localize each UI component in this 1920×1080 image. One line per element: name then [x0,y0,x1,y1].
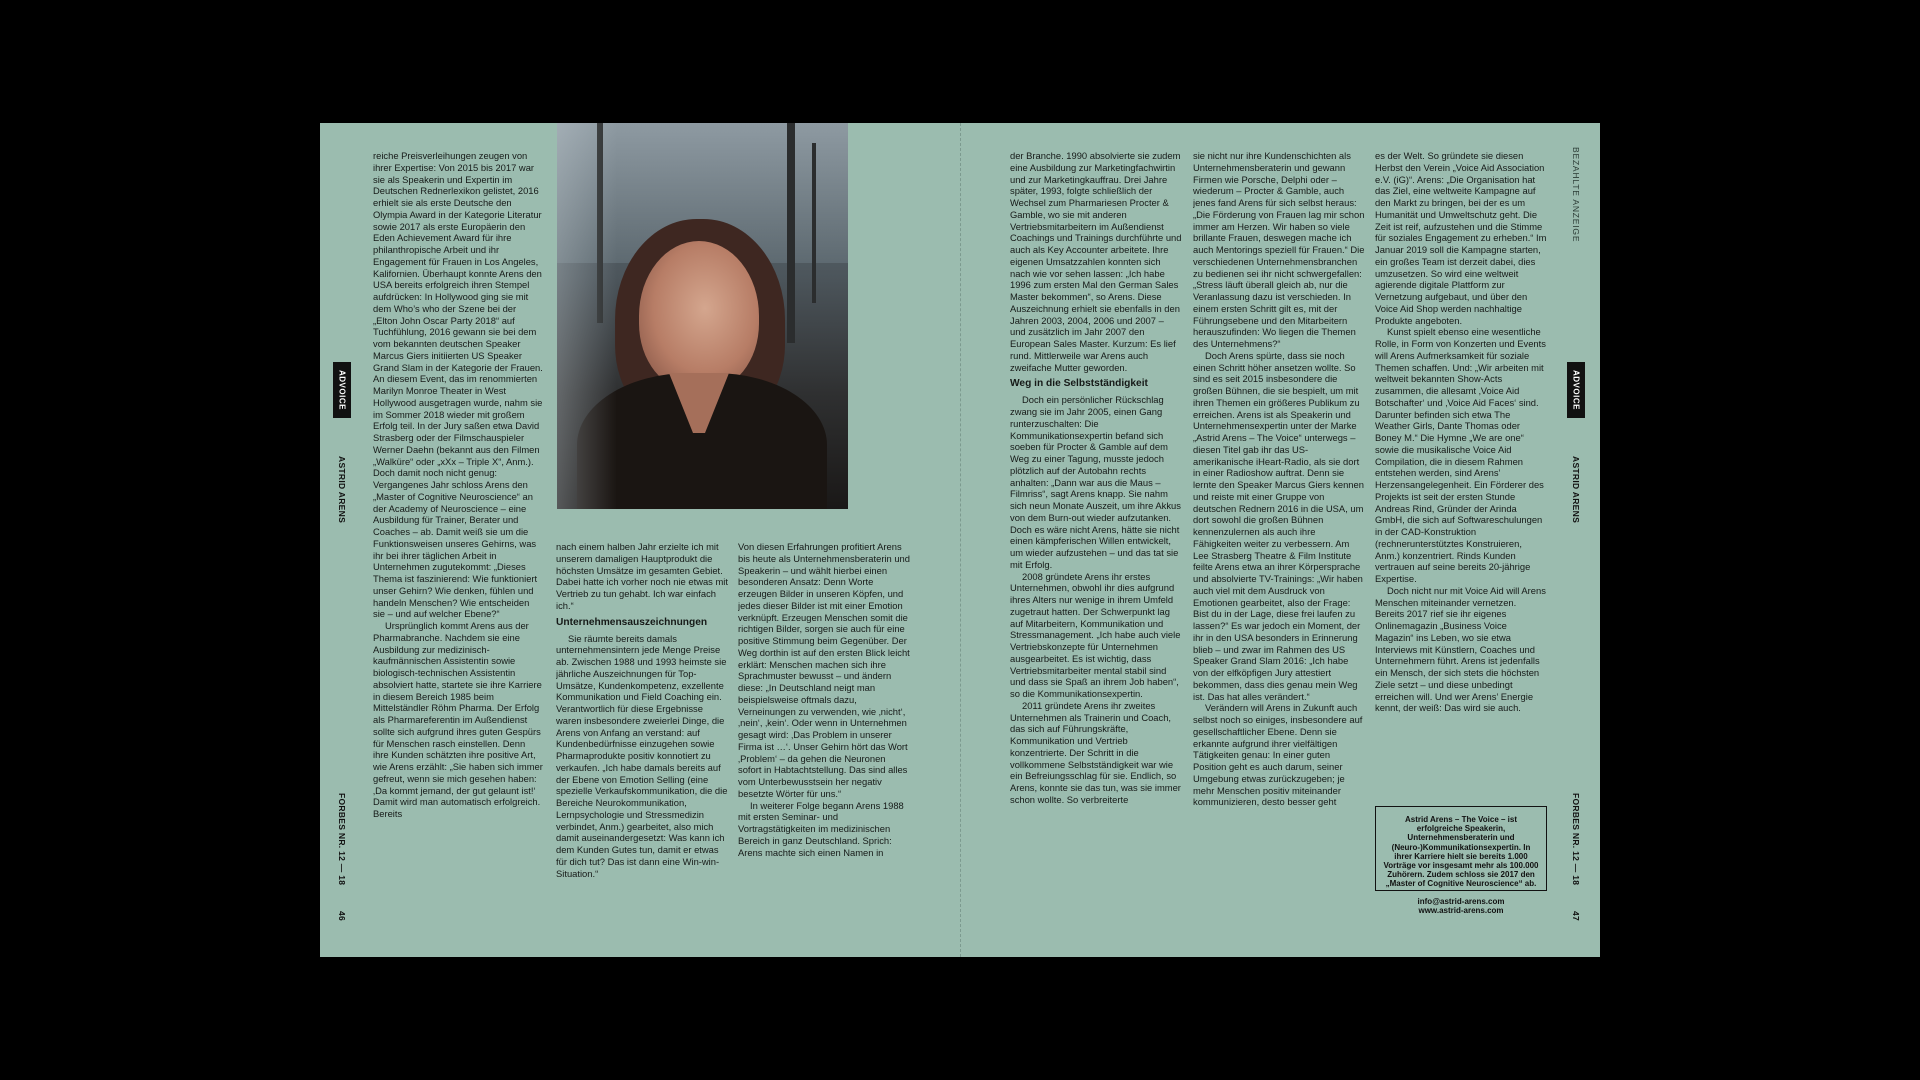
issue-label-left: FORBES NR. 12 — 18 [337,793,347,886]
advoice-badge-left: ADVOICE [333,362,351,418]
paid-ad-label: BEZAHLTE ANZEIGE [1571,147,1581,243]
paragraph: Doch Arens spürte, dass sie noch einen Schritt höher ansetzen wollte. So sind es seit 2015 insbesondere die großen Bühnen, die sie bespielt, um mit ihren Themen ein größeres Publikum zu erreichen. Arens ist als Speakerin und Unternehmensexpertin unter der Marke „Astrid Arens – The Voice“ unterwegs – diesen Titel gab ihr das US-amerikanische iHeart-Radio, als sie dort in einer Radioshow auftrat. Denn sie lernte den Speaker Marcus Giers kennen und reiste mit einer Gruppe von deutschen Rednern 2016 in die USA, um dort sowohl die großen Bühnen kennenzulernen als auch ihre Fähigkeiten weiter zu verbessern. Am Lee Strasberg Theatre & Film Institute feilte Arens etwa an ihrer Körpersprache und absolvierte TV-Trainings: „Wir haben auch viel mit dem Ausdruck von Emotionen gearbeitet, also der Frage: Bist du in der Lage, diese frei laufen zu lassen?“ Es war jedoch ein Moment, der ihr in den USA besonders in Erinnerung blieb – und zwar im Rahmen des US Speaker Grand Slam 2016: „Ich habe von der elfköpfigen Jury attestiert bekommen, dass dies genau mein Weg ist. Das hat alles verändert.“ [1193,349,1364,702]
running-name-right: ASTRID ARENS [1571,456,1581,524]
magazine-spread [320,123,1600,957]
photo-tree [812,143,816,303]
page-fold [960,123,961,957]
author-bio: Astrid Arens – The Voice – ist erfolgreiche Speakerin, Unternehmensberaterin und (Neuro-)Kommunikationsexpertin. In ihrer Karriere hielt sie bereits 1.000 Vorträge vor insgesamt mehr als 100.000 Zuhörern. Zudem schloss sie 2017 den „Master of Cognitive Neuroscience“ ab. [1383,815,1539,889]
paragraph: reiche Preisverleihungen zeugen von ihrer Expertise: Von 2015 bis 2017 war sie als Speakerin und Expertin im Deutschen Rednerlexikon gelistet, 2016 erhielt sie als erste Deutsche den Olympia Award in der Kategorie Literatur sowie 2017 als erste Europäerin den Eden Achievement Award für ihre philanthropische Arbeit und ihr Engagement für Frauen in Los Angeles, Kalifornien. Überhaupt konnte Arens den USA bereits erfolgreich ihren Stempel aufdrücken: In Hollywood ging sie mit dem Who’s who der Szene bei der „Elton John Oscar Party 2018“ auf Tuchfühlung, 2016 gewann sie bei dem vom bekannten deutschen Speaker Marcus Giers initiierten US Speaker Grand Slam in der Kategorie der Frauen. An diesem Event, das im renommierten Marilyn Monroe Theater in West Hollywood ausgetragen wurde, nahm sie im Sommer 2018 wieder mit großem Erfolg teil. In der Jury saßen etwa David Strasberg oder der Filmschauspieler Werner Daehn (bekannt aus den Filmen „Walküre“ oder „xXx – Triple X“, Anm.). Doch damit noch nicht genug: Vergangenes Jahr schloss Arens den „Master of Cognitive Neuroscience“ an der Academy of Neuroscience – eine Ausbildung für Trainer, Berater und Coaches – ab. Damit weiß sie um die Funktionsweisen unseres Gehirns, was ihr bei ihrer täglichen Arbeit in Unternehmen zugutekommt: „Dieses Thema ist faszinierend: Wie funktioniert unser Gehirn? Wie denken, fühlen und handeln Menschen? Wie entscheiden sie – und auf welcher Ebene?“ [373,150,543,620]
text-column-2 [556,541,728,925]
paragraph: Kunst spielt ebenso eine wesentliche Rolle, in Form von Konzerten und Events will Arens Aufmerksamkeit für soziale Themen schaffen. Und: „Wir arbeiten mit weltweit bekannten Show-Acts zusammen, die allesamt ‚Voice Aid Botschafter‘ und ‚Voice Aid Faces‘ sind. Darunter befinden sich etwa The Weather Girls, Dante Thomas oder Boney M.“ Die Hymne „We are one“ sowie die musikalische Voice Aid Compilation, die in diesem Rahmen entstehen werden, sind Arens’ Herzensangelegenheit. Ein Förderer des Projekts ist seit der ersten Stunde Andreas Rind, Gründer der Arinda GmbH, die sich auf Softwareschulungen in der CAD-Konstruktion (rechnerunterstütztes Konstruieren, Anm.) konzentriert. Rinds Kunden vertrauen auf seine bereits 20-jährige Expertise. [1375,326,1546,584]
text-column-3 [738,541,910,925]
author-info-box [1375,806,1547,915]
paragraph: der Branche. 1990 absolvierte sie zudem eine Ausbildung zur Marketingfachwirtin und zur Marketingkauffrau. Drei Jahre später, 1993, folgte schließlich der Wechsel zum Pharmariesen Procter & Gamble, wo sie mit anderen Vertriebsmitarbeitern im Außendienst Coachings und Trainings durchführte und auch als Key Accounter arbeitete. Ihre eigenen Umsatzzahlen konnten sich nach wie vor sehen lassen: „Ich habe 1996 zum ersten Mal den German Sales Master bekommen“, so Arens. Diese Auszeichnung erhielt sie ebenfalls in den Jahren 2003, 2004, 2006 und 2007 – und zusätzlich im Jahr 2007 den European Sales Master. Kurzum: Es lief rund. Mittlerweile war Arens auch zweifache Mutter geworden. [1010,150,1182,373]
paragraph: sie nicht nur ihre Kundenschichten als Unternehmensberaterin und gewann Firmen wie Porsche, Delphi oder – wiederum – Procter & Gamble, auch jenes fand Arens für sich selbst heraus: „Die Förderung von Frauen lag mir schon immer am Herzen. Wir haben so viele brillante Frauen, deswegen mache ich auch Mentorings speziell für Frauen.“ Die verschiedenen Unternehmensbranchen zu bedienen sei ihr nicht schwergefallen: „Stress läuft überall gleich ab, nur die Veranlassung dazu ist verschieden. In einem ersten Schritt gilt es, mit der Führungsebene und den Mitarbeitern herauszufinden: Wo liegen die Themen des Unternehmens?“ [1193,150,1365,349]
paragraph: Sie räumte bereits damals unternehmensintern jede Menge Preise ab. Zwischen 1988 und 1993 heimste sie jährliche Auszeichnungen für Top-Umsätze, Kundenkompetenz, exzellente Kommunikation und Field Coaching ein. Verantwortlich für diese Ergebnisse waren insbesondere zweierlei Dinge, die Arens von Anfang an verstand: auf Kundenbedürfnisse einzugehen sowie Pharmaprodukte positiv konnotiert zu verkaufen. „Ich habe damals bereits auf der Ebene von Emotion Selling (eine spezielle Verkaufskommunikation, die die Bereiche Neurokommunikation, Lernpsychologie und Stressmedizin verbindet, Anm.) gearbeitet, also mich damit auseinandergesetzt: Was kann ich dem Kunden Gutes tun, damit er etwas für dich tut? Das ist dann eine Win-win-Situation.“ [556,632,728,879]
advoice-badge-right: ADVOICE [1567,362,1585,418]
issue-label-right: FORBES NR. 12 — 18 [1571,793,1581,886]
contact-website[interactable]: www.astrid-arens.com [1418,905,1504,915]
section-heading: Weg in die Selbstständigkeit [1010,378,1148,390]
page-number-left: 46 [337,911,347,922]
text-column-4 [1010,150,1182,925]
text-column-1 [373,150,543,925]
photo-face [639,241,759,391]
paragraph: Ursprünglich kommt Arens aus der Pharmabranche. Nachdem sie eine Ausbildung zur medizinisch-kaufmännischen Assistentin sowie biologisch-technischen Assistentin absolviert hatte, startete sie ihre Karriere in diesem Bereich 1985 beim Mittelständler Röhm Pharma. Der Erfolg als Pharmareferentin im Außendienst sollte sich aufgrund ihres guten Gespürs für Menschen rasch einstellen. Denn ihre Kunden schätzten ihre positive Art, wie Arens erzählt: „Sie haben sich immer gefreut, wenn sie mich gesehen haben: ‚Da kommt jemand, der gut gelaunt ist!‘ Damit wird man automatisch erfolgreich. Bereits [373,620,543,819]
paragraph: Von diesen Erfahrungen profitiert Arens bis heute als Unternehmensberaterin und Speakerin – und wählt hierbei einen besonderen Ansatz: Denn Worte erzeugen Bilder in unseren Köpfen, und jedes dieser Bilder ist mit einer Emotion verknüpft. Erzeugen Menschen somit die richtigen Bilder, sorgen sie auch für eine positive Stimmung beim Gegenüber. Der Weg dorthin ist auf den ersten Blick leicht erklärt: Menschen machen sich ihre Sprachmuster bewusst – und ändern diese: „In Deutschland neigt man beispielsweise oftmals dazu, Verneinungen zu verwenden, wie ‚nicht‘, ‚nein‘, ‚kein‘. Oder wenn in Unternehmen gesagt wird: ‚Das Problem in unserer Firma ist …‘. Unser Gehirn hört das Wort ‚Problem‘ – da gehen die Neuronen sofort in Habtachtstellung. Das sind alles vom Unterbewusstsein her negativ besetzte Wörter für uns.“ [738,541,910,799]
text-column-5 [1193,150,1365,925]
photo-reflection [557,123,617,509]
contact-block [1382,897,1540,915]
page-number-right: 47 [1571,911,1581,922]
paragraph: 2011 gründete Arens ihr zweites Unternehmen als Trainerin und Coach, das sich auf Führungskräfte, Kommunikation und Vertrieb konzentrierte. Der Schritt in die vollkommene Selbstständigkeit war wie ein Befreiungsschlag für sie. Endlich, so Arens, konnte sie das tun, was sie immer schon wollte. So verbreiterte [1010,699,1181,805]
photo-tree [787,123,795,343]
paragraph: Doch nicht nur mit Voice Aid will Arens Menschen miteinander vernetzen. Bereits 2017 rief sie ihr eigenes Onlinemagazin „Business Voice Magazin“ ins Leben, wo sie etwa Interviews mit Künstlern, Coaches und Unternehmern führt. Arens ist jedenfalls ein Mensch, der sich stets die höchsten Ziele setzt – und diese unbedingt erreichen will. Und wer Arens’ Energie kennt, der weiß: Das wird sie auch. [1375,584,1546,714]
paragraph: In weiterer Folge begann Arens 1988 mit ersten Seminar- und Vortragstätigkeiten im medizinischen Bereich in ganz Deutschland. Sprich: Arens machte sich einen Namen in [738,799,904,858]
paragraph: Doch ein persönlicher Rückschlag zwang sie im Jahr 2005, einen Gang runterzuschalten: Die Kommunikationsexpertin befand sich soeben für Procter & Gamble auf dem Weg zu einer Tagung, musste jedoch plötzlich auf der Autobahn rechts anhalten: „Dann war aus die Maus – Filmriss“, sagt Arens knapp. Sie nahm sich neun Monate Auszeit, um ihre Akkus von dem Burn-out wieder aufzutanken. Doch es wäre nicht Arens, hätte sie nicht einen kämpferischen Willen entwickelt, um wieder aufzustehen – und das tat sie mit Erfolg. [1010,394,1181,570]
text-column-6 [1375,150,1547,795]
paragraph: 2008 gründete Arens ihr erstes Unternehmen, obwohl ihr dies aufgrund ihres Alters nur wenige in ihrem Umfeld zugetraut hatten. Der Schwerpunkt lag auf Mitarbeitern, Kommunikation und Stressmanagement. „Ich habe auch viele Vertriebskonzepte für Unternehmen ausgearbeitet. Es ist wichtig, dass Vertriebsmitarbeiter mental stabil sind und dass sie Spaß an ihrem Job haben“, so die Kommunikationsexpertin. [1010,570,1181,699]
running-name-left: ASTRID ARENS [337,456,347,524]
paragraph: es der Welt. So gründete sie diesen Herbst den Verein „Voice Aid Association e.V. (iG)“. Arens: „Die Organisation hat das Ziel, eine weltweite Kampagne auf den Markt zu bringen, bei der es um Humanität und Umweltschutz geht. Die Zeit ist reif, aufzustehen und die Stimme für soziales Engagement zu erheben.“ Im Januar 2019 soll die Kampagne starten, ein großes Team ist derzeit dabei, dies umzusetzen. So wird eine weltweit agierende digitale Plattform zur Vernetzung aufgebaut, und über den Voice Aid Shop werden nachhaltige Produkte angeboten. [1375,150,1547,326]
paragraph: nach einem halben Jahr erzielte ich mit unserem damaligen Hauptprodukt die höchsten Umsätze im gesamten Gebiet. Dabei hatte ich vorher noch nie etwas mit Vertrieb zu tun gehabt. Ich war einfach ich.“ [556,541,728,611]
portrait-photo [557,123,848,509]
section-heading: Unternehmensauszeichnungen [556,616,708,628]
contact-email[interactable]: info@astrid-arens.com [1417,896,1505,906]
paragraph: Verändern will Arens in Zukunft auch selbst noch so einiges, insbesondere auf gesellschaftlicher Ebene. Denn sie erkannte aufgrund ihrer vielfältigen Tätigkeiten genau: In einer guten Position geht es auch darum, seiner Umgebung etwas zurückzugeben; je mehr Menschen positiv miteinander kommunizieren, desto besser geht [1193,702,1363,808]
